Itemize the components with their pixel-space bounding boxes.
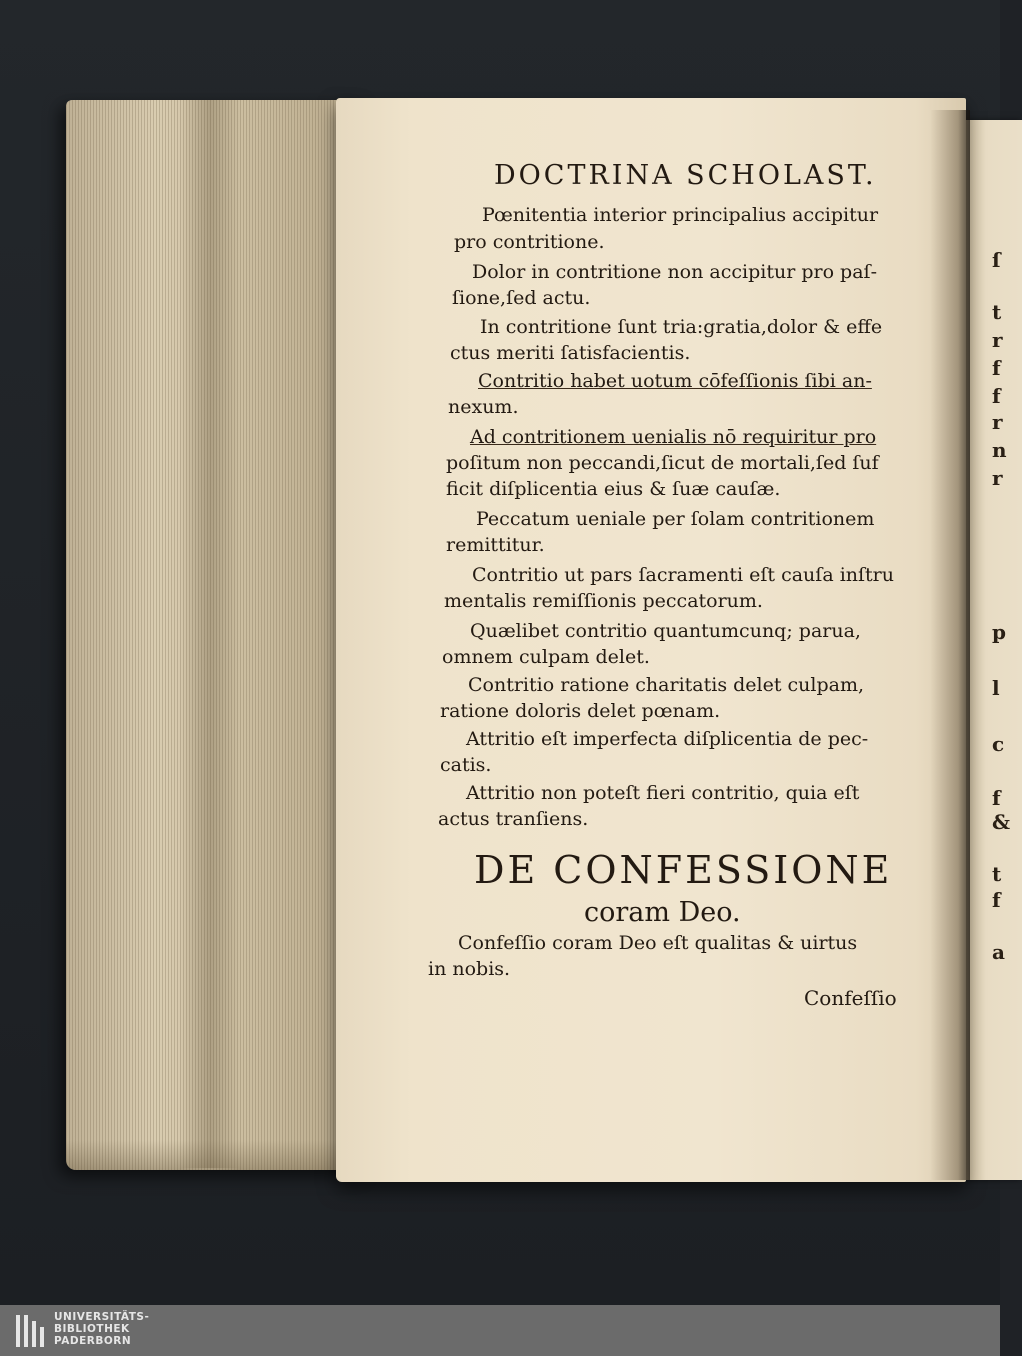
facing-letter: t [992,300,1002,324]
library-logo-icon [14,1311,48,1351]
text-line: Contritio ratione charitatis delet culpam, [468,674,865,696]
facing-letter: f [992,786,1001,810]
logo-line: UNIVERSITÄTS- [54,1311,150,1323]
text-line: Attritio eſt imperfecta diſplicentia de pec- [466,728,869,750]
text-line: remittitur. [446,534,545,556]
fore-edge-shading [180,100,240,1168]
text-line: omnem culpam delet. [442,646,650,668]
section-title: DE CONFESSIONE [474,848,893,892]
text-line: mentalis remiſſionis peccatorum. [444,590,763,612]
text-line: Ad contritionem uenialis nō requiritur pro [470,426,877,448]
text-line: actus tranſiens. [438,808,589,830]
section-subtitle: coram Deo. [584,897,741,928]
page-gutter [930,110,970,1180]
logo-line: BIBLIOTHEK [54,1323,130,1335]
running-header: DOCTRINA SCHOLAST. [494,160,877,191]
facing-letter: p [992,620,1006,644]
catchword: Confeſſio [804,986,897,1010]
facing-letter: r [992,328,1003,352]
facing-letter: r [992,410,1003,434]
facing-letter: t [992,862,1002,886]
text-line: nexum. [448,396,519,418]
facing-letter: a [992,940,1005,964]
facing-letter: l [992,676,1000,700]
logo-line: PADERBORN [54,1335,132,1347]
facing-letter: f [992,384,1001,408]
library-logo-text [54,1311,149,1347]
facing-page [962,120,1022,1180]
facing-letter: f [992,356,1001,380]
text-line: Dolor in contritione non accipitur pro paſ- [472,261,877,283]
text-line: pro contritione. [454,231,605,253]
facing-letter: f [992,888,1001,912]
text-line: Quælibet contritio quantumcunq; parua, [470,620,861,642]
library-footer-bar [0,1305,1000,1356]
facing-letter: & [992,810,1011,834]
text-line: In contritione ſunt tria:gratia,dolor & effe [480,316,883,338]
text-line: ctus meriti ſatisfacientis. [450,342,691,364]
facing-letter: r [992,466,1003,490]
text-line: in nobis. [428,958,511,980]
text-line: ficit diſplicentia eius & ſuæ cauſæ. [446,478,781,500]
facing-letter: n [992,438,1007,462]
text-line: Peccatum ueniale per ſolam contritionem [476,508,875,530]
text-line: poſitum non peccandi,ſicut de mortali,ſed ſuf [446,452,879,474]
text-line: Attritio non poteſt fieri contritio, quia eſt [466,782,860,804]
text-line: Contritio ut pars ſacramenti eſt cauſa inſtru [472,564,894,586]
text-line: ſione,ſed actu. [452,287,591,309]
text-line: Contritio habet uotum cōfeſſionis ſibi an- [478,370,872,392]
text-line: ratione doloris delet pœnam. [440,700,721,722]
text-line: Confeſſio coram Deo eſt qualitas & uirtus [458,932,858,954]
text-line: catis. [440,754,492,776]
facing-letter: c [992,732,1005,756]
text-line: Pœnitentia interior principalius accipitur [482,204,879,226]
facing-letter: ſ [992,248,1001,272]
fore-edge-bottom [66,1140,366,1170]
